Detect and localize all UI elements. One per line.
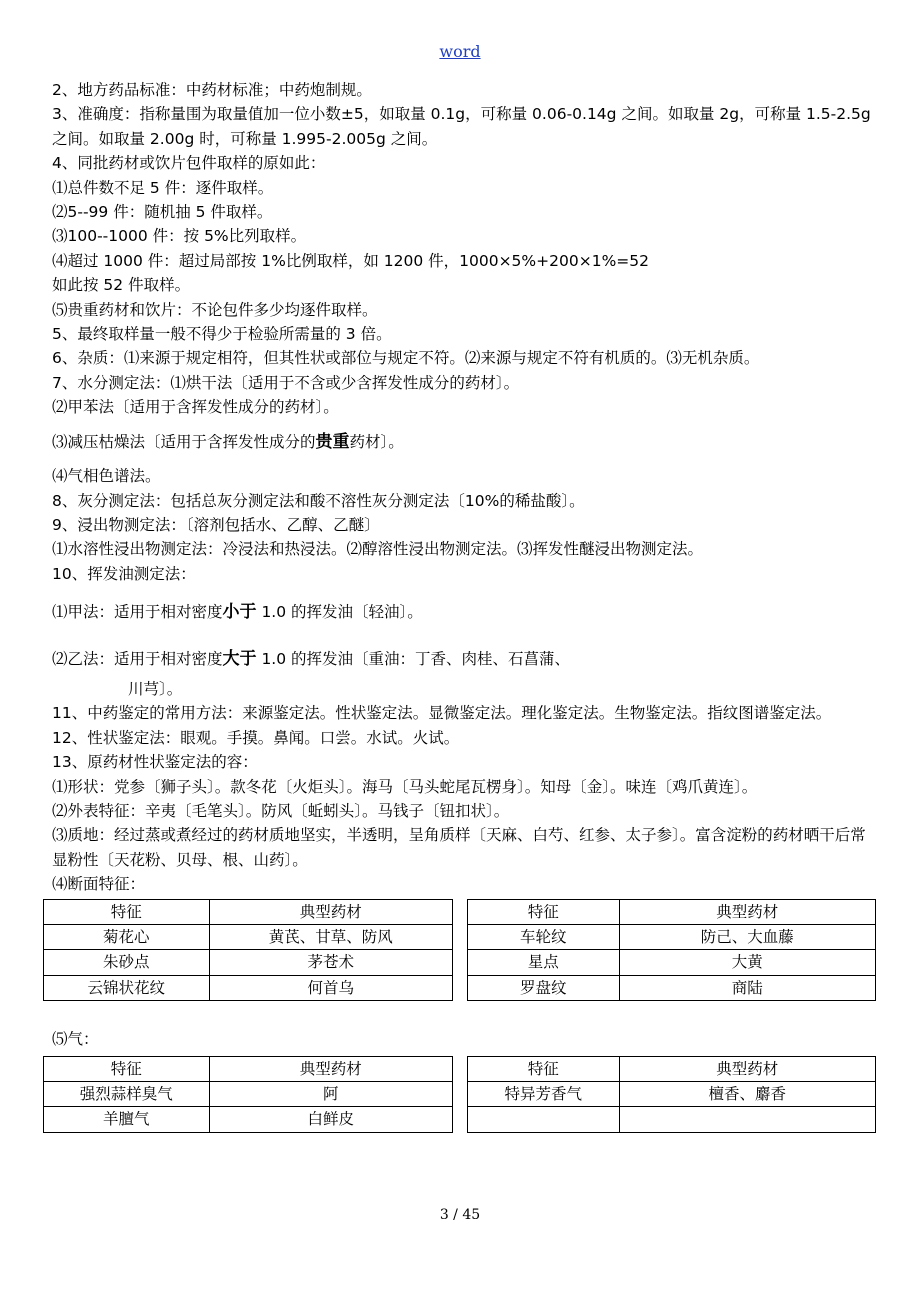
table-gap (453, 925, 468, 950)
table-header-row (44, 1056, 876, 1081)
text-line (52, 647, 876, 671)
table-header-row (44, 899, 876, 924)
table-cell: 檀香、麝香 (619, 1082, 875, 1107)
text-span: 1.0 的挥发油〔轻油〕。 (256, 603, 423, 622)
text-line: ⑵5--99 件：随机抽 5 件取样。 (52, 203, 273, 222)
text-line: ⑴水溶性浸出物测定法：冷浸法和热浸法。⑵醇溶性浸出物测定法。⑶挥发性醚浸出物测定法。 (52, 540, 704, 559)
table-header-cell: 特征 (467, 1056, 619, 1081)
table-cell: 防己、大血藤 (619, 925, 875, 950)
table-row (44, 1082, 876, 1107)
text-line: 川芎〕。 (128, 679, 183, 698)
text-line: 12、性状鉴定法：眼观。手摸。鼻闻。口尝。水试。火试。 (52, 728, 460, 747)
text-line: ⑷断面特征： (52, 875, 146, 894)
table-cell: 商陆 (619, 975, 875, 1000)
text-line: ⑵外表特征：辛夷〔毛笔头〕。防风〔蚯蚓头〕。马钱子〔钮扣状〕。 (52, 801, 510, 820)
text-line: ⑷超过 1000 件：超过局部按 1%比例取样，如 1200 件，1000×5%+200×1%=52 (52, 251, 650, 270)
table-header-cell: 典型药材 (209, 899, 452, 924)
table-cell (619, 1107, 875, 1132)
table-cell: 白鲜皮 (209, 1107, 452, 1132)
table-header-cell: 典型药材 (209, 1056, 452, 1081)
text-span: ⑵乙法：适用于相对密度 (52, 649, 223, 668)
text-span: 1.0 的挥发油〔重油：丁香、肉桂、石菖蒲、 (256, 649, 571, 668)
table-row (44, 975, 876, 1000)
table-cell: 大黄 (619, 950, 875, 975)
table-cell: 特异芳香气 (467, 1082, 619, 1107)
emphasis-text: 大于 (222, 648, 257, 669)
text-line: ⑷气相色谱法。 (52, 467, 161, 486)
table-row (44, 925, 876, 950)
table-gap (453, 899, 468, 924)
text-line: 3、准确度：指称量围为取量值加一位小数±5，如取量 0.1g，可称量 0.06-0.14g 之间。如取量 2g，可称量 1.5-2.5g 之间。如取量 2.00g 时，可称量 1.995-2.005g 之间。 (52, 105, 871, 148)
text-line (52, 600, 876, 624)
document-body (52, 78, 876, 1133)
table-cell: 强烈蒜样臭气 (44, 1082, 210, 1107)
table-header-cell: 典型药材 (619, 1056, 875, 1081)
text-line: 10、挥发油测定法： (52, 564, 196, 583)
table-cell: 羊膻气 (44, 1107, 210, 1132)
text-line: 6、杂质：⑴来源于规定相符，但其性状或部位与规定不符。⑵来源与规定不符有机质的。⑶无机杂质。 (52, 349, 760, 368)
table-cell: 阿 (209, 1082, 452, 1107)
text-span: ⑶减压枯燥法〔适用于含挥发性成分的 (52, 432, 316, 451)
text-line: ⑴形状：党参〔狮子头〕。款冬花〔火炬头〕。海马〔马头蛇尾瓦楞身〕。知母〔金〕。味连〔鸡爪黄连〕。 (52, 777, 758, 796)
table-row (44, 950, 876, 975)
text-line: ⑸气： (52, 1030, 99, 1049)
table-gap (453, 975, 468, 1000)
table-header-cell: 特征 (44, 899, 210, 924)
text-line: 如此按 52 件取样。 (52, 276, 191, 295)
odor-table (43, 1056, 876, 1133)
table-cell: 罗盘纹 (467, 975, 619, 1000)
text-line: 4、同批药材或饮片包件取样的原如此： (52, 154, 326, 173)
emphasis-text: 小于 (222, 602, 257, 623)
text-line: ⑵甲苯法〔适用于含挥发性成分的药材〕。 (52, 398, 339, 417)
text-span: 药材〕。 (349, 432, 404, 451)
text-line: 5、最终取样量一般不得少于检验所需量的 3 倍。 (52, 325, 392, 344)
table-header-cell: 特征 (467, 899, 619, 924)
table-cell: 朱砂点 (44, 950, 210, 975)
table-cell: 何首乌 (209, 975, 452, 1000)
table-cell: 菊花心 (44, 925, 210, 950)
text-line: ⑸贵重药材和饮片：不论包件多少均逐件取样。 (52, 300, 378, 319)
page-header: word (439, 42, 481, 61)
text-line: 2、地方药品标准：中药材标准；中药炮制规。 (52, 81, 372, 99)
text-line: ⑶质地：经过蒸或煮经过的药材质地坚实，半透明，呈角质样〔天麻、白芍、红参、太子参〕。富含淀粉的药材晒干后常显粉性〔天花粉、贝母、根、山药〕。 (52, 826, 866, 869)
table-cell: 黄芪、甘草、防风 (209, 925, 452, 950)
table-cell: 云锦状花纹 (44, 975, 210, 1000)
text-line: 11、中药鉴定的常用方法：来源鉴定法。性状鉴定法。显微鉴定法。理化鉴定法。生物鉴定法。指纹图谱鉴定法。 (52, 704, 832, 723)
page-number: 3 / 45 (439, 1207, 481, 1223)
text-line: 13、原药材性状鉴定法的容： (52, 753, 258, 772)
text-span: ⑴甲法：适用于相对密度 (52, 603, 223, 622)
table-cell: 星点 (467, 950, 619, 975)
text-line: ⑴总件数不足 5 件：逐件取样。 (52, 178, 274, 197)
table-cell: 车轮纹 (467, 925, 619, 950)
cross-section-table (43, 899, 876, 1002)
text-line: 7、水分测定法：⑴烘干法〔适用于不含或少含挥发性成分的药材〕。 (52, 373, 520, 392)
text-line: 8、灰分测定法：包括总灰分测定法和酸不溶性灰分测定法〔10%的稀盐酸〕。 (52, 491, 585, 510)
table-row (44, 1107, 876, 1132)
table-header-cell: 特征 (44, 1056, 210, 1081)
table-gap (453, 950, 468, 975)
table-cell (467, 1107, 619, 1132)
table-gap (452, 1056, 467, 1081)
table-header-cell: 典型药材 (619, 899, 875, 924)
table-gap (452, 1082, 467, 1107)
text-line: 9、浸出物测定法：〔溶剂包括水、乙醇、乙醚〕 (52, 515, 380, 534)
text-line: ⑶100--1000 件：按 5%比列取样。 (52, 227, 307, 246)
emphasis-text: 贵重 (315, 431, 350, 452)
table-gap (452, 1107, 467, 1132)
table-cell: 茅苍术 (209, 950, 452, 975)
text-line (52, 430, 876, 454)
